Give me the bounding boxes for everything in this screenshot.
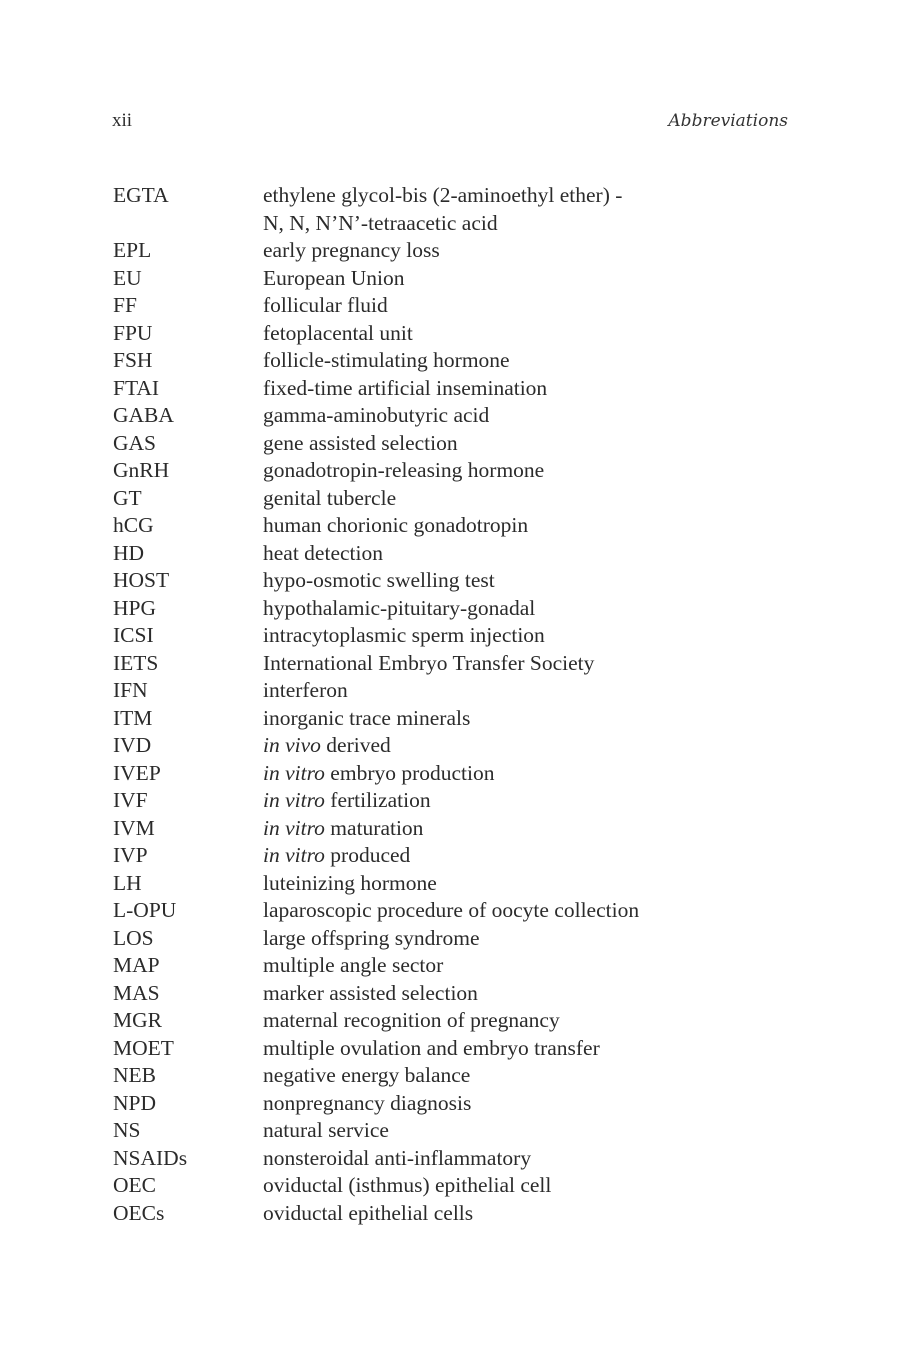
abbreviation-term: NPD — [113, 1090, 157, 1115]
abbreviation-definition — [263, 237, 733, 265]
abbreviation-definition — [263, 320, 733, 348]
definition-text: maturation — [324, 815, 424, 840]
abbreviation-definition — [263, 787, 733, 815]
definition-italic-term: in vitro — [263, 760, 325, 785]
abbreviation-term: IVM — [113, 815, 155, 840]
definition-line — [263, 815, 733, 843]
definition-text: laparoscopic procedure of oocyte collection — [263, 898, 640, 922]
abbreviation-row — [113, 622, 733, 650]
definition-line — [263, 292, 733, 320]
abbreviation-definition — [263, 760, 733, 788]
definition-text: interferon — [263, 678, 348, 702]
abbreviation-definition — [263, 430, 733, 458]
definition-text: European Union — [263, 265, 405, 290]
abbreviation-term: IVP — [113, 843, 148, 867]
abbreviation-term: HPG — [113, 595, 157, 620]
abbreviation-definition — [263, 292, 733, 320]
abbreviation-row — [113, 237, 733, 265]
abbreviation-term: GnRH — [113, 458, 170, 482]
definition-text: gonadotropin-releasing hormone — [263, 458, 545, 482]
abbreviation-definition — [263, 1090, 733, 1118]
abbreviation-term: LOS — [113, 925, 154, 950]
abbreviation-row — [113, 787, 733, 815]
abbreviation-definition — [263, 650, 733, 678]
definition-line — [263, 677, 733, 705]
abbreviation-row — [113, 292, 733, 320]
abbreviation-row — [113, 512, 733, 540]
definition-text: fetoplacental unit — [263, 320, 413, 345]
abbreviation-row — [113, 1117, 733, 1145]
definition-italic-term: in vitro — [263, 788, 325, 812]
abbreviation-row — [113, 980, 733, 1008]
abbreviation-row — [113, 457, 733, 485]
definition-line — [263, 622, 733, 650]
abbreviation-row — [113, 1172, 733, 1200]
abbreviation-row — [113, 1007, 733, 1035]
abbreviation-definition — [263, 925, 733, 953]
abbreviation-definition — [263, 1145, 733, 1173]
abbreviation-row — [113, 182, 733, 237]
definition-line — [263, 375, 733, 403]
definition-line — [263, 1035, 733, 1063]
abbreviation-definition — [263, 265, 733, 293]
abbreviation-definition — [263, 567, 733, 595]
definition-line — [263, 567, 733, 595]
definition-line — [263, 265, 733, 293]
abbreviation-definition — [263, 732, 733, 760]
abbreviation-row — [113, 265, 733, 293]
definition-line — [263, 650, 733, 678]
abbreviation-term: FF — [113, 293, 137, 317]
abbreviation-term: HD — [113, 540, 145, 565]
definition-text: multiple angle sector — [263, 953, 444, 977]
abbreviation-term: FTAI — [113, 375, 160, 400]
page-header — [112, 108, 788, 134]
definition-line — [263, 1007, 733, 1035]
definition-line — [263, 870, 733, 898]
definition-line — [263, 1062, 733, 1090]
definition-text: gamma-aminobutyric acid — [263, 403, 490, 427]
abbreviation-definition — [263, 485, 733, 513]
abbreviation-definition — [263, 705, 733, 733]
abbreviation-definition — [263, 1007, 733, 1035]
abbreviation-definition — [263, 622, 733, 650]
definition-line — [263, 430, 733, 458]
abbreviation-term: IFN — [113, 678, 148, 702]
definition-text: human chorionic gonadotropin — [263, 513, 529, 537]
abbreviation-definition — [263, 1172, 733, 1200]
abbreviation-row — [113, 815, 733, 843]
definition-line — [263, 402, 733, 430]
abbreviation-definition — [263, 1117, 733, 1145]
definition-text: heat detection — [263, 540, 383, 565]
definition-text: maternal recognition of pregnancy — [263, 1008, 560, 1032]
abbreviation-term: ITM — [113, 705, 153, 730]
abbreviation-term: GABA — [113, 403, 174, 427]
definition-text: marker assisted selection — [263, 980, 478, 1005]
abbreviation-row — [113, 375, 733, 403]
abbreviation-term: LH — [113, 870, 142, 895]
running-head: Abbreviations — [668, 111, 788, 131]
definition-text: nonpregnancy diagnosis — [263, 1090, 472, 1115]
definition-text: large offspring syndrome — [263, 925, 480, 950]
abbreviation-row — [113, 347, 733, 375]
abbreviation-term: HOST — [113, 568, 170, 592]
definition-line — [263, 1090, 733, 1118]
page-number: xii — [112, 110, 133, 131]
abbreviation-term: IETS — [113, 650, 159, 675]
abbreviation-row — [113, 897, 733, 925]
abbreviation-row — [113, 705, 733, 733]
abbreviation-term: NSAIDs — [113, 1145, 188, 1170]
definition-text: gene assisted selection — [263, 430, 458, 455]
abbreviation-row — [113, 540, 733, 568]
definition-line — [263, 1117, 733, 1145]
abbreviation-row — [113, 1062, 733, 1090]
abbreviation-definition — [263, 842, 733, 870]
abbreviation-definition — [263, 402, 733, 430]
definition-line — [263, 512, 733, 540]
abbreviation-row — [113, 1200, 733, 1228]
definition-line — [263, 1172, 733, 1200]
definition-text: luteinizing hormone — [263, 870, 437, 895]
definition-text: fertilization — [324, 788, 431, 812]
abbreviation-term: IVD — [113, 733, 152, 757]
definition-line — [263, 952, 733, 980]
abbreviation-row — [113, 760, 733, 788]
abbreviation-term: OEC — [113, 1173, 156, 1197]
definition-italic-term: in vivo — [263, 733, 321, 757]
abbreviation-definition — [263, 347, 733, 375]
abbreviation-term: GT — [113, 485, 142, 510]
definition-text: hypothalamic-pituitary-gonadal — [263, 595, 536, 620]
definition-text: hypo-osmotic swelling test — [263, 568, 495, 592]
abbreviation-row — [113, 1090, 733, 1118]
abbreviation-row — [113, 870, 733, 898]
definition-text: follicular fluid — [263, 293, 388, 317]
abbreviation-definition — [263, 952, 733, 980]
abbreviation-term: FPU — [113, 320, 153, 345]
abbreviation-definition — [263, 980, 733, 1008]
definition-line — [263, 457, 733, 485]
definition-line — [263, 705, 733, 733]
abbreviation-definition — [263, 595, 733, 623]
definition-line — [263, 320, 733, 348]
definition-text: negative energy balance — [263, 1063, 471, 1087]
definition-line — [263, 787, 733, 815]
abbreviation-term: NS — [113, 1118, 141, 1142]
abbreviation-term: MAP — [113, 953, 160, 977]
abbreviation-term: GAS — [113, 430, 157, 455]
definition-line — [263, 237, 733, 265]
abbreviation-definition — [263, 897, 733, 925]
abbreviation-list — [113, 182, 733, 1227]
abbreviation-term: MOET — [113, 1035, 174, 1060]
abbreviation-definition — [263, 182, 733, 237]
abbreviation-row — [113, 320, 733, 348]
abbreviation-definition — [263, 870, 733, 898]
abbreviation-row — [113, 1035, 733, 1063]
abbreviation-row — [113, 650, 733, 678]
abbreviation-definition — [263, 1035, 733, 1063]
abbreviation-term: MGR — [113, 1008, 162, 1032]
abbreviation-definition — [263, 1200, 733, 1228]
abbreviation-term: IVF — [113, 788, 148, 812]
abbreviation-row — [113, 430, 733, 458]
definition-italic-term: in vitro — [263, 815, 325, 840]
abbreviation-term: EPL — [113, 238, 152, 262]
abbreviation-term: EU — [113, 265, 142, 290]
definition-line — [263, 760, 733, 788]
definition-line — [263, 182, 733, 210]
abbreviation-definition — [263, 457, 733, 485]
definition-line — [263, 540, 733, 568]
definition-text: oviductal (isthmus) epithelial cell — [263, 1173, 552, 1197]
definition-text: nonsteroidal anti-inflammatory — [263, 1145, 532, 1170]
definition-line — [263, 897, 733, 925]
definition-text: International Embryo Transfer Society — [263, 650, 595, 675]
definition-line — [263, 842, 733, 870]
definition-line — [263, 732, 733, 760]
definition-text: derived — [320, 733, 391, 757]
definition-line — [263, 980, 733, 1008]
abbreviation-row — [113, 485, 733, 513]
abbreviation-term: hCG — [113, 513, 154, 537]
abbreviation-row — [113, 925, 733, 953]
abbreviation-term: NEB — [113, 1063, 156, 1087]
abbreviation-row — [113, 567, 733, 595]
abbreviation-term: L-OPU — [113, 898, 177, 922]
definition-line — [263, 925, 733, 953]
abbreviation-row — [113, 952, 733, 980]
abbreviation-row — [113, 732, 733, 760]
definition-line — [263, 1145, 733, 1173]
definition-line — [263, 485, 733, 513]
definition-text: embryo production — [324, 760, 495, 785]
abbreviation-term: IVEP — [113, 760, 161, 785]
abbreviation-term: EGTA — [113, 183, 169, 207]
abbreviation-row — [113, 842, 733, 870]
abbreviation-row — [113, 402, 733, 430]
definition-line — [263, 347, 733, 375]
definition-text: genital tubercle — [263, 485, 397, 510]
definition-text: produced — [324, 843, 411, 867]
abbreviation-row — [113, 677, 733, 705]
definition-text: early pregnancy loss — [263, 238, 440, 262]
abbreviation-row — [113, 595, 733, 623]
abbreviation-definition — [263, 815, 733, 843]
definition-text: follicle-stimulating hormone — [263, 348, 510, 372]
definition-text: ethylene glycol-bis (2-aminoethyl ether) - — [263, 183, 623, 207]
abbreviation-definition — [263, 677, 733, 705]
abbreviation-term: ICSI — [113, 623, 154, 647]
abbreviation-term: FSH — [113, 348, 153, 372]
definition-text: oviductal epithelial cells — [263, 1200, 474, 1225]
abbreviation-term: OECs — [113, 1200, 165, 1225]
definition-text: natural service — [263, 1118, 389, 1142]
definition-text: fixed-time artificial insemination — [263, 375, 548, 400]
abbreviation-definition — [263, 1062, 733, 1090]
definition-continuation-line: N, N, N’N’-tetraacetic acid — [263, 210, 498, 235]
abbreviation-term: MAS — [113, 980, 160, 1005]
abbreviation-definition — [263, 540, 733, 568]
definition-text: intracytoplasmic sperm injection — [263, 623, 545, 647]
abbreviation-definition — [263, 512, 733, 540]
definition-line — [263, 595, 733, 623]
abbreviation-definition — [263, 375, 733, 403]
definition-text: inorganic trace minerals — [263, 705, 471, 730]
definition-italic-term: in vitro — [263, 843, 325, 867]
abbreviation-row — [113, 1145, 733, 1173]
definition-text: multiple ovulation and embryo transfer — [263, 1035, 600, 1060]
definition-line — [263, 1200, 733, 1228]
